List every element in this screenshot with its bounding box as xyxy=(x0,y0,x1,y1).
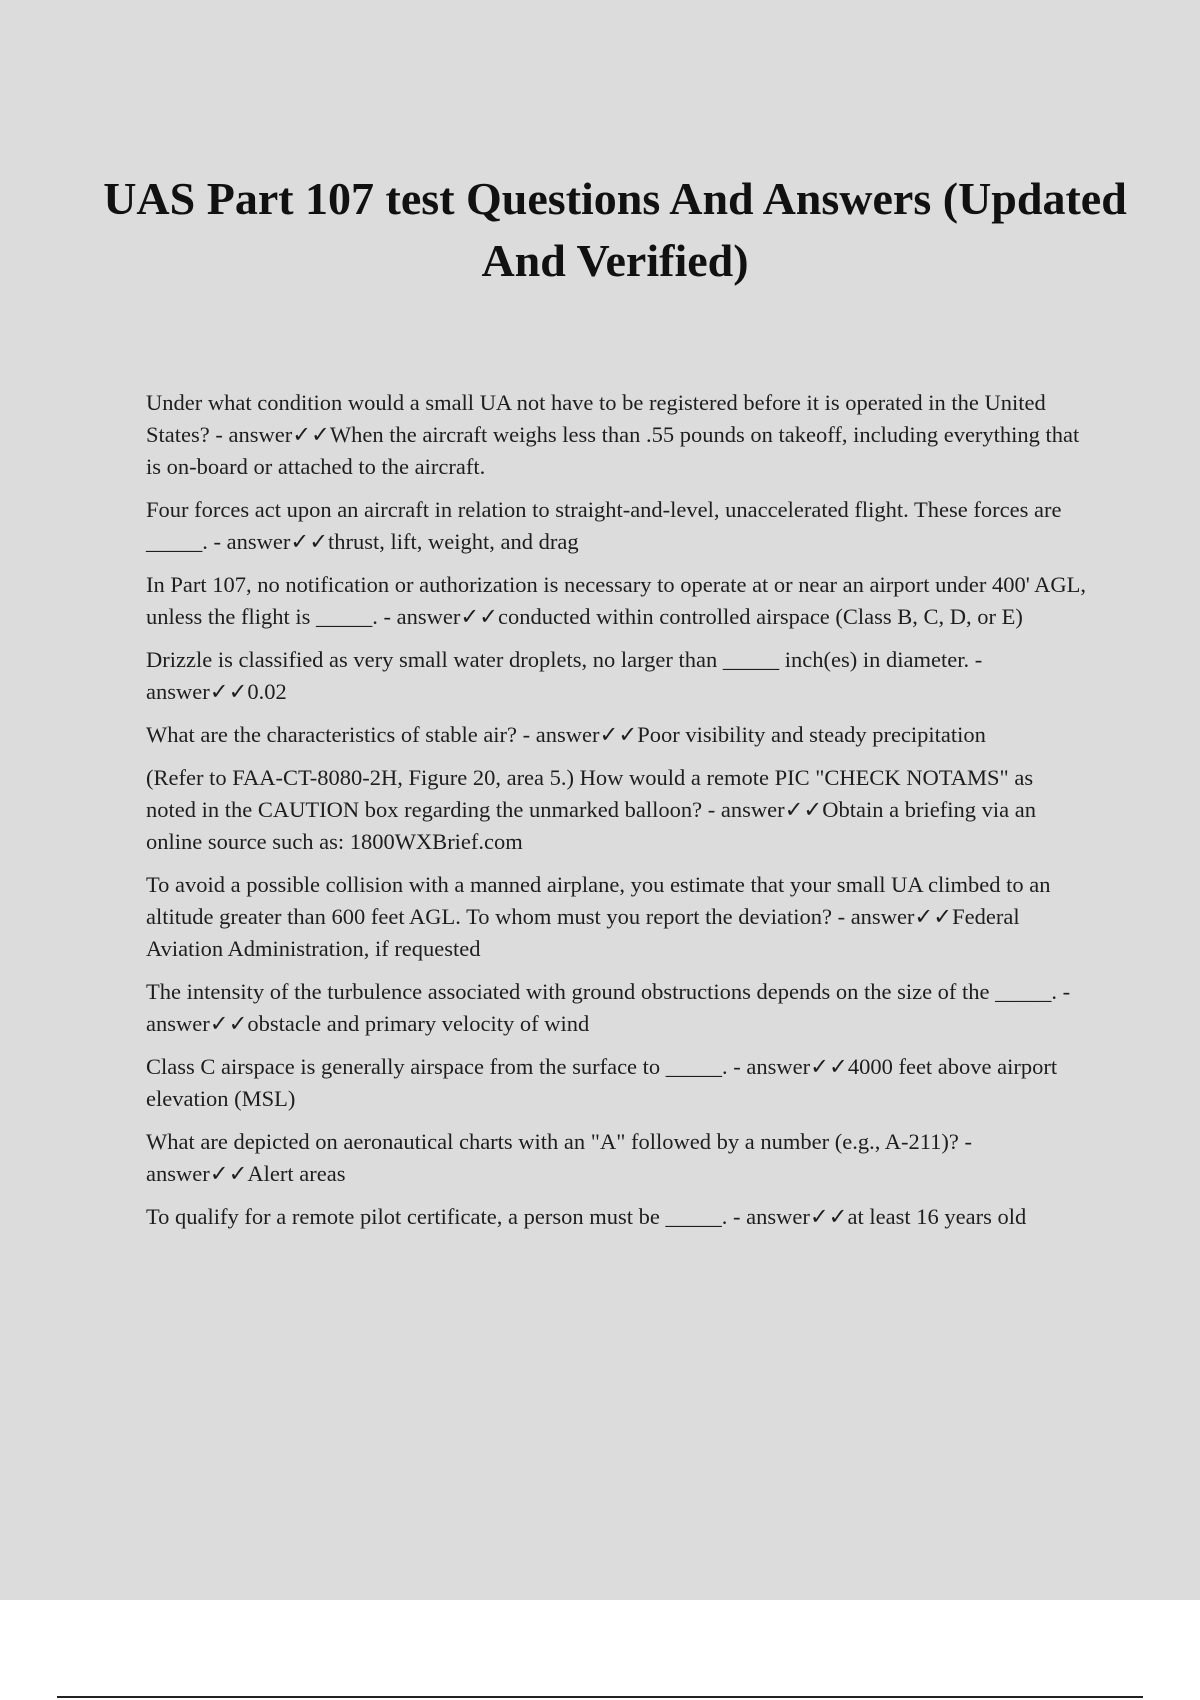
qa-item: Drizzle is classified as very small water droplets, no larger than _____ inch(es) in diameter. - answer✓✓0.02 xyxy=(146,647,983,704)
qa-item: To avoid a possible collision with a manned airplane, you estimate that your small UA climbed to an altitude greater than 600 feet AGL. To whom must you report the deviation? - answer✓✓Federal Aviation Administration, if requested xyxy=(146,872,1051,961)
qa-item: What are the characteristics of stable air? - answer✓✓Poor visibility and steady precipitation xyxy=(146,722,986,747)
qa-item: (Refer to FAA-CT-8080-2H, Figure 20, area 5.) How would a remote PIC "CHECK NOTAMS" as noted in the CAUTION box regarding the unmarked balloon? - answer✓✓Obtain a briefing via an online source such as: 1800WXBrief.com xyxy=(146,765,1036,854)
qa-item: What are depicted on aeronautical charts with an "A" followed by a number (e.g., A-211)? - answer✓✓Alert areas xyxy=(146,1129,972,1186)
qa-item: Class C airspace is generally airspace from the surface to _____. - answer✓✓4000 feet above airport elevation (MSL) xyxy=(146,1054,1058,1111)
qa-item: To qualify for a remote pilot certificate, a person must be _____. - answer✓✓at least 16 years old xyxy=(146,1204,1027,1229)
qa-list xyxy=(146,387,1086,1244)
document-title: UAS Part 107 test Questions And Answers (Updated And Verified) xyxy=(103,173,1127,286)
qa-item: In Part 107, no notification or authorization is necessary to operate at or near an airport under 400' AGL, unless the flight is _____. - answer✓✓conducted within controlled airspace (Class B, C, D, or E) xyxy=(146,572,1087,629)
footer-divider xyxy=(57,1696,1143,1698)
qa-item: The intensity of the turbulence associated with ground obstructions depends on the size of the _____. - answer✓✓obstacle and primary velocity of wind xyxy=(146,979,1071,1036)
qa-item: Under what condition would a small UA not have to be registered before it is operated in the United States? - answer✓✓When the aircraft weighs less than .55 pounds on takeoff, including everything that is on-board or attached to the aircraft. xyxy=(146,390,1080,479)
qa-item: Four forces act upon an aircraft in relation to straight-and-level, unaccelerated flight. These forces are _____. - answer✓✓thrust, lift, weight, and drag xyxy=(146,497,1062,554)
